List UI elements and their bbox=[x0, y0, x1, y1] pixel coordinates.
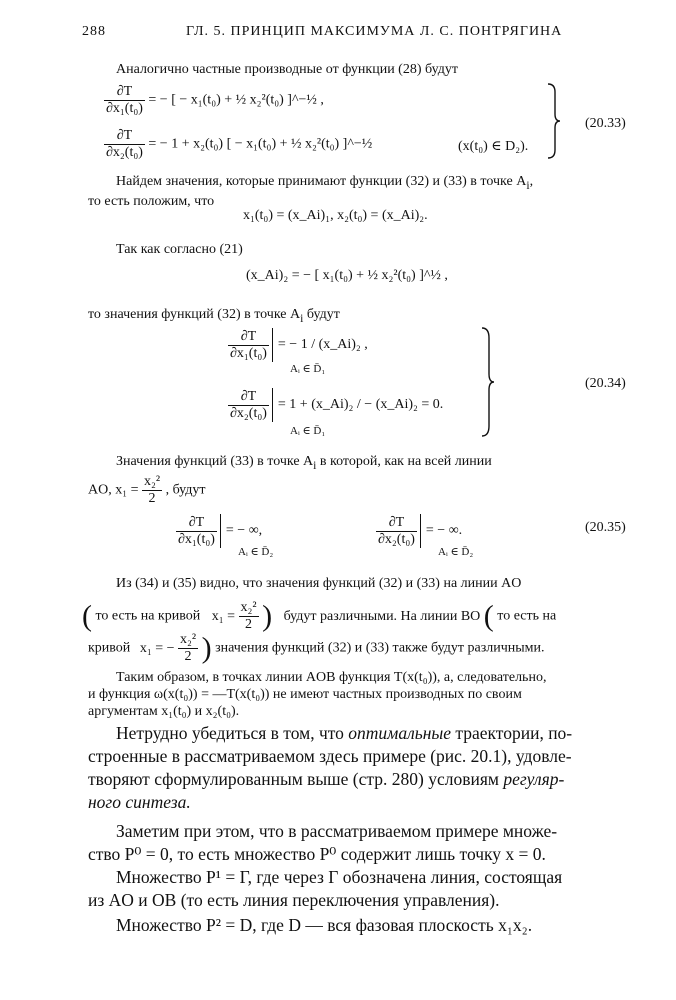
paragraph: Нетрудно убедиться в том, что оптимальные траектории, по- bbox=[116, 723, 573, 743]
paragraph: ( то есть на кривой x₁ = $\frac{\text{x₂²}}{2}$ ) будут различными. На линии BO ( то есть на bbox=[82, 599, 557, 633]
paragraph: Значения функций (33) в точке $A_i$ в которой, как на всей линии bbox=[116, 454, 492, 472]
paragraph: Из (34) и (35) видно, что значения функций (32) и (33) на линии AO bbox=[116, 576, 522, 591]
equation-point-values: x₁(t₀) = (x_Ai)₁, x₂(t₀) = (x_Ai)₂. bbox=[243, 208, 428, 223]
paragraph: то есть положим, что bbox=[88, 194, 215, 209]
x1-equals: x₁ = bbox=[115, 482, 139, 498]
equation-label: (20.33) bbox=[585, 116, 626, 131]
denominator: ∂x₂(t₀) bbox=[106, 145, 143, 160]
equation-20-34-line2 bbox=[228, 388, 443, 422]
condition-D2: Aᵢ ∈ D̄₂ bbox=[238, 546, 274, 558]
paragraph: и функция ω(x(t₀)) = —T(x(t₀)) не имеют частных производных по своим bbox=[88, 687, 522, 702]
paragraph: ство P⁰ = 0, то есть множество P⁰ содержит лишь точку x = 0. bbox=[88, 844, 546, 864]
paragraph: Множество P² = D, где D — вся фазовая плоскость x₁x₂. bbox=[116, 915, 533, 935]
paragraph: то значения функций (32) в точке $A_i$ будут bbox=[88, 307, 340, 325]
equation-21: (x_Ai)₂ = − [ x₁(t₀) + ½ x₂²(t₀) ]^½ , bbox=[246, 268, 448, 283]
numerator: ∂T bbox=[228, 389, 269, 406]
right-brace bbox=[546, 82, 562, 160]
equation-rhs: = − 1 / (x_Ai)₂ , bbox=[277, 337, 368, 353]
paragraph: строенные в рассматриваемом здесь примере (рис. 20.1), удовле- bbox=[88, 746, 572, 766]
paragraph: Множество P¹ = Γ, где через Γ обозначена линия, состоящая bbox=[116, 867, 563, 887]
right-brace bbox=[480, 326, 496, 438]
numerator: ∂T bbox=[104, 128, 145, 145]
paragraph: Аналогично частные производные от функции (28) будут bbox=[116, 62, 458, 77]
denominator: ∂x₂(t₀) bbox=[230, 405, 267, 421]
paragraph: творяют сформулированным выше (стр. 280) условиям регуляр- bbox=[88, 769, 565, 789]
numerator: ∂T bbox=[104, 84, 145, 101]
paragraph: Заметим при этом, что в рассматриваемом примере множе- bbox=[116, 821, 558, 841]
equation-20-34-line1 bbox=[228, 328, 368, 362]
line-label: AO, bbox=[88, 482, 112, 498]
equation-20-33-line1 bbox=[104, 84, 324, 117]
equation-condition: (x(t₀) ∈ D₂). bbox=[458, 139, 529, 154]
paragraph: ного синтеза. bbox=[88, 792, 191, 812]
equation-20-35-right: $\frac{\partial T}{\text{∂x₂(t₀)}}$ = − ∞. bbox=[378, 514, 463, 547]
paragraph: Найдем значения, которые принимают функции (32) и (33) в точке $A_i$, bbox=[116, 174, 534, 192]
page-number: 288 bbox=[82, 24, 106, 39]
numerator: ∂T bbox=[228, 329, 269, 346]
equation-rhs: = − 1 + x₂(t₀) [ − x₁(t₀) + ½ x₂²(t₀) ]^−½ bbox=[148, 136, 373, 152]
equation-rhs: = 1 + (x_Ai)₂ / − (x_Ai)₂ = 0. bbox=[277, 397, 444, 413]
denominator: ∂x₁(t₀) bbox=[106, 101, 143, 116]
equation-label: (20.34) bbox=[585, 376, 626, 391]
equation-20-33-line2 bbox=[104, 128, 372, 161]
paragraph: Так как согласно (21) bbox=[116, 242, 243, 257]
condition-D1: Aᵢ ∈ D̄₁ bbox=[290, 363, 326, 375]
denominator: ∂x₁(t₀) bbox=[230, 345, 267, 361]
paragraph: из AO и OB (то есть линия переключения управления). bbox=[88, 890, 500, 910]
condition-D1: Aᵢ ∈ D̄₁ bbox=[290, 425, 326, 437]
equation-rhs: = − [ − x₁(t₀) + ½ x₂²(t₀) ]^−½ , bbox=[148, 92, 324, 108]
condition-D2: Aᵢ ∈ D̄₂ bbox=[438, 546, 474, 558]
equation-20-35-left: $\frac{\partial T}{\text{∂x₁(t₀)}}$ = − ∞, bbox=[178, 514, 263, 547]
paragraph: кривой x₁ = − $\frac{\text{x₂²}}{2}$ ) значения функций (32) и (33) также будут различными. bbox=[88, 631, 545, 665]
paragraph: AO, x₁ = $\frac{\text{x₂²}}{2}$ , будут bbox=[88, 474, 206, 506]
paragraph: Таким образом, в точках линии AOB функция T(x(t₀)), а, следовательно, bbox=[116, 670, 547, 685]
equation-label: (20.35) bbox=[585, 520, 626, 535]
running-title: ГЛ. 5. ПРИНЦИП МАКСИМУМА Л. С. ПОНТРЯГИНА bbox=[186, 24, 563, 39]
paragraph: аргументам x₁(t₀) и x₂(t₀). bbox=[88, 704, 240, 719]
